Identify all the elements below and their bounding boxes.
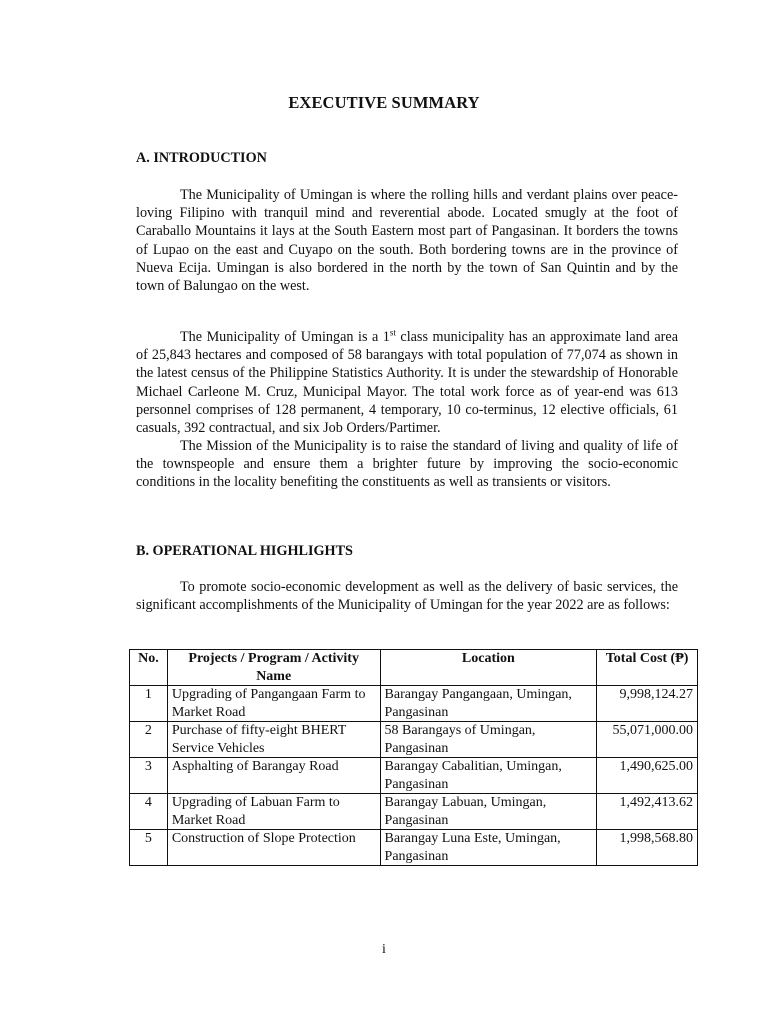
row-project-name: Upgrading of Labuan Farm to Market Road — [167, 794, 380, 830]
table-row — [130, 758, 698, 794]
row-location: Barangay Luna Este, Umingan, Pangasinan — [380, 830, 597, 866]
header-no: No. — [130, 650, 168, 686]
row-no: 4 — [130, 794, 168, 830]
operational-highlights-heading: B. OPERATIONAL HIGHLIGHTS — [136, 543, 353, 559]
table-row — [130, 686, 698, 722]
paragraph-2-rest: class municipality has an approximate land area of 25,843 hectares and composed of 58 barangays with total population of 77,074 as shown in the latest census of the Philippine Statistics Authority. It is under the stewardship of Honorable Michael Carleone M. Cruz, Municipal Mayor. The total work force as of year-end was 613 personnel comprises of 128 permanent, 4 temporary, 10 co-terminus, 12 elective officials, 61 casuals, 392 contractual, and six Job Orders/Partimer. — [136, 329, 678, 437]
row-total-cost: 1,998,568.80 — [597, 830, 698, 866]
row-total-cost: 1,492,413.62 — [597, 794, 698, 830]
table-row — [130, 830, 698, 866]
row-no: 2 — [130, 722, 168, 758]
header-project-name: Projects / Program / Activity Name — [167, 650, 380, 686]
row-project-name: Upgrading of Pangangaan Farm to Market Road — [167, 686, 380, 722]
header-location: Location — [380, 650, 597, 686]
page-number: i — [382, 942, 386, 957]
projects-table — [129, 649, 698, 866]
table-header-row — [130, 650, 698, 686]
introduction-paragraph-1: The Municipality of Umingan is where the rolling hills and verdant plains over peace-loving Filipino with tranquil mind and reverential abode. Located smugly at the foot of Caraballo Mountains it lays at the South Eastern most part of Pangasinan. It borders the towns of Lupao on the east and Cuyapo on the south. Both bordering towns are in the province of Nueva Ecija. Umingan is also bordered in the north by the town of San Quintin and by the town of Balungao on the west. — [136, 187, 678, 295]
introduction-heading: A. INTRODUCTION — [136, 150, 267, 166]
row-location: Barangay Labuan, Umingan, Pangasinan — [380, 794, 597, 830]
row-location: Barangay Pangangaan, Umingan, Pangasinan — [380, 686, 597, 722]
row-total-cost: 1,490,625.00 — [597, 758, 698, 794]
row-location: Barangay Cabalitian, Umingan, Pangasinan — [380, 758, 597, 794]
ordinal-suffix: st — [389, 327, 396, 338]
row-project-name: Construction of Slope Protection — [167, 830, 380, 866]
row-no: 5 — [130, 830, 168, 866]
header-total-cost: Total Cost (₱) — [597, 650, 698, 686]
row-total-cost: 55,071,000.00 — [597, 722, 698, 758]
row-project-name: Asphalting of Barangay Road — [167, 758, 380, 794]
introduction-paragraph-2 — [136, 328, 678, 437]
introduction-paragraph-3: The Mission of the Municipality is to raise the standard of living and quality of life of the townspeople and ensure them a brighter future by improving the socio-economic conditions in the locality benefiting the constituents as well as transients or visitors. — [136, 438, 678, 491]
row-location: 58 Barangays of Umingan, Pangasinan — [380, 722, 597, 758]
document-title: EXECUTIVE SUMMARY — [288, 93, 480, 112]
table-row — [130, 722, 698, 758]
paragraph-2-start: The Municipality of Umingan is a 1 — [180, 329, 390, 345]
row-no: 3 — [130, 758, 168, 794]
highlights-intro-paragraph: To promote socio-economic development as well as the delivery of basic services, the significant accomplishments of the Municipality of Umingan for the year 2022 are as follows: — [136, 579, 678, 614]
row-no: 1 — [130, 686, 168, 722]
table-row — [130, 794, 698, 830]
row-project-name: Purchase of fifty-eight BHERT Service Vehicles — [167, 722, 380, 758]
row-total-cost: 9,998,124.27 — [597, 686, 698, 722]
